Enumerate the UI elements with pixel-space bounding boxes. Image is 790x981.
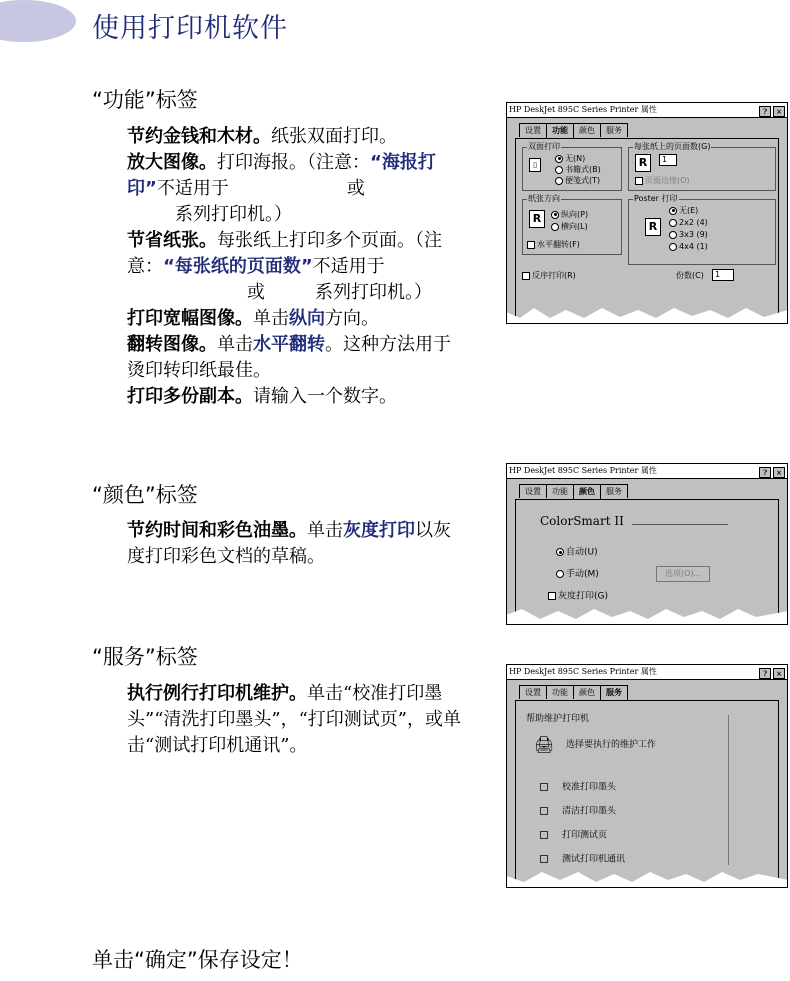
tab-features[interactable]: 功能: [546, 685, 574, 699]
pages-per-sheet-spinner[interactable]: 1: [659, 154, 677, 166]
dialog-titlebar: HP DeskJet 895C Series Printer 属性 ? ×: [507, 464, 787, 479]
features-tab-heading: “功能”标签: [92, 88, 198, 112]
page-border-checkbox[interactable]: 页面边缘(O): [635, 176, 690, 185]
page-preview-icon: R: [635, 154, 651, 172]
orientation-preview-icon: R: [529, 210, 545, 228]
duplex-group: 双面打印 ▯ 无(N) 书籍式(B) 便笺式(T): [522, 147, 622, 191]
services-dialog: [506, 664, 788, 888]
clean-cartridges-button[interactable]: 清洁打印墨头: [540, 807, 616, 817]
printer-maintenance-icon: 🖨: [534, 735, 555, 754]
dialog-titlebar: HP DeskJet 895C Series Printer 属性 ? ×: [507, 665, 787, 680]
feature-mirror: 翻转图像。单击水平翻转。这种方法用于烫印转印纸最佳。: [127, 334, 451, 381]
poster-4x4-radio[interactable]: 4x4 (1): [669, 242, 708, 251]
poster-3x3-radio[interactable]: 3x3 (9): [669, 230, 708, 239]
tab-settings[interactable]: 设置: [519, 123, 547, 137]
services-paragraph: 执行例行打印机维护。单击“校准打印墨头”“清洗打印墨头”，“打印测试页”，或单击“测试打印机通讯”。: [127, 683, 462, 756]
feature-copies: 打印多份副本。请输入一个数字。: [127, 386, 397, 407]
align-cartridges-button[interactable]: 校准打印墨头: [540, 783, 616, 793]
portrait-radio[interactable]: 纵向(P): [551, 210, 588, 219]
dialog-titlebar: HP DeskJet 895C Series Printer 属性 ? ×: [507, 103, 787, 118]
maintenance-group-label: 帮助维护打印机: [526, 714, 590, 724]
close-button[interactable]: ×: [773, 106, 785, 117]
tab-color[interactable]: 颜色: [573, 123, 601, 137]
color-paragraph: 节约时间和彩色油墨。单击灰度打印以灰度打印彩色文档的草稿。: [127, 520, 451, 567]
mirror-checkbox[interactable]: 水平翻转(F): [527, 240, 580, 249]
color-manual-radio[interactable]: 手动(M): [556, 570, 599, 580]
page-title: 使用打印机软件: [92, 13, 288, 44]
tab-services[interactable]: 服务: [600, 123, 628, 137]
tab-services[interactable]: 服务: [600, 685, 628, 701]
reverse-order-checkbox[interactable]: 反序打印(R): [522, 271, 576, 280]
feature-orientation: 打印宽幅图像。单击纵向方向。: [127, 308, 379, 329]
footer-instruction: 单击“确定”保存设定！: [92, 948, 303, 972]
features-paragraph: [127, 124, 467, 410]
torn-edge: [506, 304, 788, 324]
torn-edge: [506, 868, 788, 888]
tab-services[interactable]: 服务: [600, 484, 628, 498]
color-options-button[interactable]: 选项(O)...: [656, 566, 710, 582]
tab-color[interactable]: 颜色: [573, 685, 601, 699]
divider: [632, 524, 728, 525]
tab-features[interactable]: 功能: [546, 484, 574, 498]
feature-poster: 放大图像。打印海报。（注意：“海报打印”不适用于 或 系列打印机。）: [127, 152, 436, 225]
help-button[interactable]: ?: [759, 668, 771, 679]
duplex-book-radio[interactable]: 书籍式(B): [555, 165, 601, 174]
poster-preview-icon: R: [645, 218, 661, 236]
test-communication-button[interactable]: 测试打印机通讯: [540, 855, 625, 865]
tab-features[interactable]: 功能: [546, 123, 574, 139]
divider: [728, 715, 729, 865]
maintenance-prompt: 选择要执行的维护工作: [566, 740, 657, 750]
tab-settings[interactable]: 设置: [519, 484, 547, 498]
duplex-none-radio[interactable]: 无(N): [555, 154, 585, 163]
poster-group: Poster 打印 R 无(E) 2x2 (4) 3x3 (9) 4x4 (1): [628, 199, 776, 265]
tab-color[interactable]: 颜色: [573, 484, 601, 500]
colorsmart-logo: ColorSmart II: [540, 514, 624, 528]
duplex-preview-icon: ▯: [529, 158, 541, 172]
close-button[interactable]: ×: [773, 467, 785, 478]
torn-edge: [506, 605, 788, 625]
poster-2x2-radio[interactable]: 2x2 (4): [669, 218, 708, 227]
services-tab-heading: “服务”标签: [92, 645, 198, 669]
duplex-tablet-radio[interactable]: 便笺式(T): [555, 176, 600, 185]
grayscale-checkbox[interactable]: 灰度打印(G): [548, 592, 608, 602]
copies-spinner[interactable]: 1: [712, 269, 734, 281]
color-tab-heading: “颜色”标签: [92, 483, 198, 507]
title-decoration-oval: [0, 0, 76, 42]
feature-duplex: 节约金钱和木材。纸张双面打印。: [127, 126, 397, 147]
pages-per-sheet-group: 每张纸上的页面数(G) R 1 页面边缘(O): [628, 147, 776, 191]
help-button[interactable]: ?: [759, 467, 771, 478]
orientation-group: 纸张方向 R 纵向(P) 横向(L) 水平翻转(F): [522, 199, 622, 255]
close-button[interactable]: ×: [773, 668, 785, 679]
features-dialog: [506, 102, 788, 324]
tab-settings[interactable]: 设置: [519, 685, 547, 699]
copies-label: 份数(C): [676, 271, 704, 280]
color-dialog: [506, 463, 788, 625]
print-test-page-button[interactable]: 打印测试页: [540, 831, 607, 841]
poster-none-radio[interactable]: 无(E): [669, 206, 698, 215]
help-button[interactable]: ?: [759, 106, 771, 117]
feature-pages-per-sheet: 节省纸张。每张纸上打印多个页面。（注意：“每张纸的页面数”不适用于或 系列打印机。）: [127, 230, 442, 303]
color-auto-radio[interactable]: 自动(U): [556, 548, 598, 558]
landscape-radio[interactable]: 横向(L): [551, 222, 588, 231]
